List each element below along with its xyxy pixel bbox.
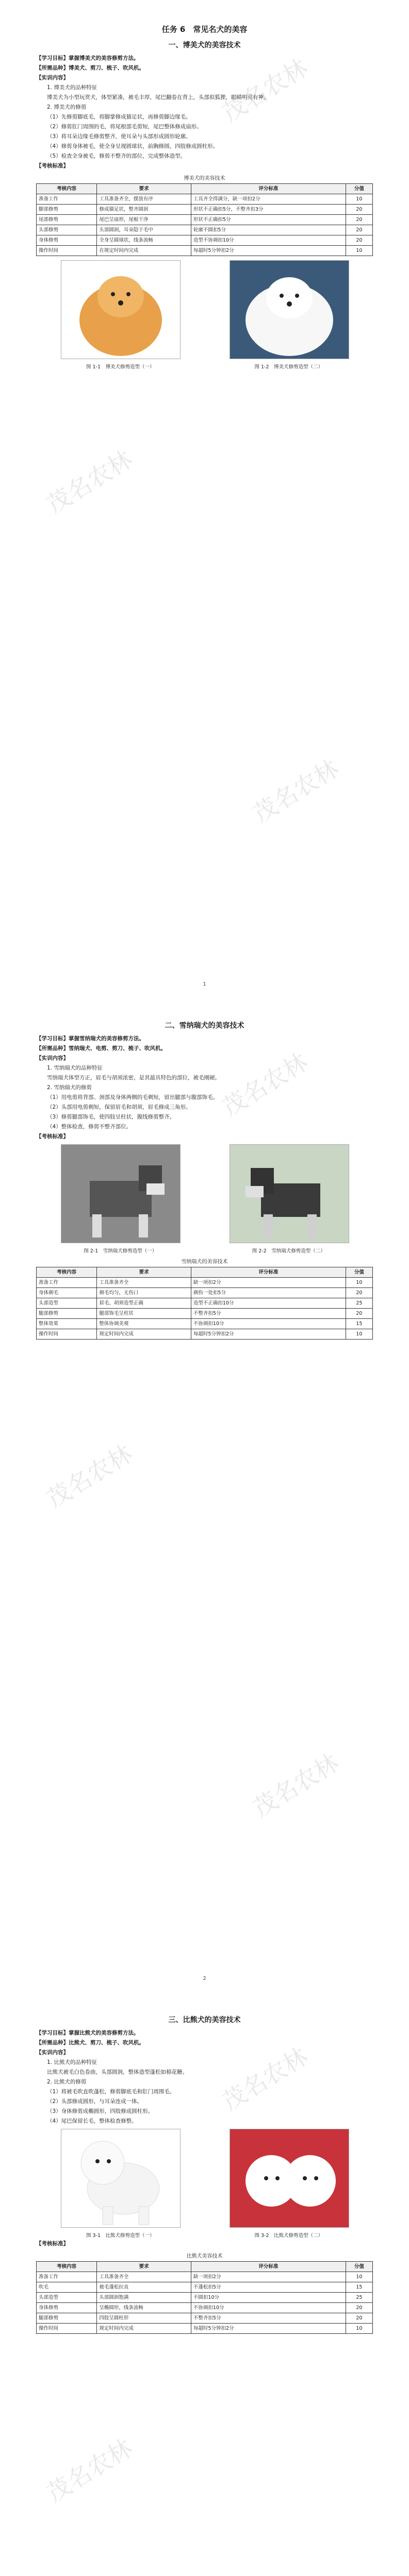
text-line: 2. 比熊犬的修剪 bbox=[47, 2079, 87, 2085]
text-line: 【实训内容】 bbox=[36, 2049, 69, 2056]
watermark: 茂名农林 bbox=[217, 1047, 313, 1122]
text-line: 1. 雪纳瑞犬的品种特征 bbox=[47, 1065, 103, 1071]
table-caption: 雪纳瑞犬的美容技术 bbox=[181, 1259, 228, 1265]
text-line: 【实训内容】 bbox=[36, 1055, 69, 1061]
text-line: 1. 博美犬的品种特征 bbox=[47, 84, 97, 91]
table-cell: 轮廓不圆扣5分 bbox=[191, 225, 346, 235]
table-row bbox=[37, 2282, 373, 2293]
table-cell: 四肢呈圆柱形 bbox=[97, 2313, 191, 2324]
page-number: 1 bbox=[203, 981, 206, 987]
text-line: （2）头部用电剪剃短，保留眉毛和胡须，眉毛修成三角形。 bbox=[47, 1104, 191, 1110]
table-row bbox=[37, 1278, 373, 1288]
table-cell: 不圆扣10分 bbox=[191, 2293, 346, 2303]
table-cell: 20 bbox=[346, 215, 372, 225]
text-line: 【学习目标】掌握博美犬的美容修剪方法。 bbox=[36, 55, 139, 61]
figure-caption: 图 3-1 比熊犬修剪造型（一） bbox=[86, 2233, 155, 2239]
table-cell: 造型不协调扣10分 bbox=[191, 235, 346, 246]
table-cell: 20 bbox=[346, 205, 372, 215]
table-cell: 头部圆润饱满 bbox=[97, 2293, 191, 2303]
table-cell: 20 bbox=[346, 225, 372, 235]
text-line: （3）修剪腿部饰毛，使四肢呈柱状，腹线修剪整齐。 bbox=[47, 1114, 175, 1120]
table-cell: 修成猫足状，整齐圆润 bbox=[97, 205, 191, 215]
table-cell: 脚部修剪 bbox=[37, 205, 97, 215]
table-cell: 不整齐扣5分 bbox=[191, 1309, 346, 1319]
table-row bbox=[37, 1309, 373, 1319]
text-line: （3）将耳朵边缘毛修剪整齐，使耳朵与头部形成圆形轮廓。 bbox=[47, 133, 191, 140]
table-cell: 工具准备齐全，摆放有序 bbox=[97, 194, 191, 205]
table-row bbox=[37, 2313, 373, 2324]
table-cell: 20 bbox=[346, 2303, 372, 2313]
watermark: 茂名农林 bbox=[248, 754, 343, 828]
watermark: 茂名农林 bbox=[42, 2433, 137, 2508]
assessment-table bbox=[36, 1267, 373, 1340]
table-row bbox=[37, 2303, 373, 2313]
watermark: 茂名农林 bbox=[42, 1439, 137, 1514]
figure-caption: 图 1-2 博美犬修剪造型（二） bbox=[254, 364, 323, 370]
section-title: 三、比熊犬的美容技术 bbox=[168, 2016, 241, 2024]
table-cell: 缺一项扣2分 bbox=[191, 2272, 346, 2282]
table-row bbox=[37, 225, 373, 235]
figure-caption: 图 2-2 雪纳瑞犬修剪造型（二） bbox=[252, 1248, 325, 1254]
table-row bbox=[37, 1329, 373, 1340]
dog-photo bbox=[61, 260, 181, 359]
table-cell: 操作时间 bbox=[37, 246, 97, 256]
table-cell: 15 bbox=[346, 1319, 372, 1329]
table-caption: 博美犬的美容技术 bbox=[184, 176, 225, 181]
figure-caption: 图 1-1 博美犬修剪造型（一） bbox=[86, 364, 155, 370]
table-cell: 25 bbox=[346, 1298, 372, 1309]
text-line: （1）将被毛吹直吹蓬松，修剪脚底毛和肛门周围毛。 bbox=[47, 2089, 175, 2095]
text-line: 博美犬为小型玩赏犬，体型紧凑，被毛丰厚，尾巴翻卷在背上，头部似狐狸，眼睛明亮有神。 bbox=[47, 94, 269, 100]
table-header: 要求 bbox=[97, 2262, 191, 2272]
page-2 bbox=[0, 994, 409, 1989]
table-header: 分值 bbox=[346, 2262, 372, 2272]
table-cell: 每超时5分钟扣2分 bbox=[191, 1329, 346, 1340]
table-cell: 身体剃毛 bbox=[37, 1288, 97, 1298]
figure bbox=[61, 2129, 179, 2239]
table-header: 考核内容 bbox=[37, 184, 97, 194]
text-line: 【考核标准】 bbox=[36, 1133, 69, 1140]
text-line: 【考核标准】 bbox=[36, 2241, 69, 2247]
table-cell: 10 bbox=[346, 194, 372, 205]
table-cell: 工具准备齐全 bbox=[97, 2272, 191, 2282]
table-cell: 形状不正确扣5分，不整齐扣3分 bbox=[191, 205, 346, 215]
table-header: 分值 bbox=[346, 184, 372, 194]
table-row bbox=[37, 2324, 373, 2334]
watermark: 茂名农林 bbox=[42, 445, 137, 519]
table-row bbox=[37, 1298, 373, 1309]
text-line: 【考核标准】 bbox=[36, 163, 69, 169]
table-cell: 剃毛均匀，无伤口 bbox=[97, 1288, 191, 1298]
text-line: 【学习目标】掌握比熊犬的美容修剪方法。 bbox=[36, 2030, 139, 2036]
table-row bbox=[37, 2293, 373, 2303]
table-cell: 形状不正确扣5分 bbox=[191, 215, 346, 225]
table-header: 要求 bbox=[97, 1267, 191, 1278]
table-cell: 头部修剪 bbox=[37, 225, 97, 235]
table-cell: 被毛蓬松拉直 bbox=[97, 2282, 191, 2293]
section-title: 二、雪纳瑞犬的美容技术 bbox=[165, 1022, 244, 1030]
section-title: 一、博美犬的美容技术 bbox=[168, 41, 241, 49]
table-row bbox=[37, 1288, 373, 1298]
table-row bbox=[37, 246, 373, 256]
table-cell: 头部造型 bbox=[37, 2293, 97, 2303]
table-cell: 不蓬松扣5分 bbox=[191, 2282, 346, 2293]
table-cell: 整体协调美观 bbox=[97, 1319, 191, 1329]
text-line: 【所需品种】比熊犬、剪刀、梳子、吹风机。 bbox=[36, 2040, 144, 2046]
page-3 bbox=[0, 1989, 409, 2576]
table-cell: 工具齐全得满分，缺一项扣2分 bbox=[191, 194, 346, 205]
text-line: （1）先修剪脚底毛，将脚掌修成猫足状，再修剪脚边缘毛。 bbox=[47, 114, 191, 120]
table-cell: 规定时间内完成 bbox=[97, 2324, 191, 2334]
dog-photo bbox=[230, 1144, 349, 1243]
table-caption: 比熊犬美容技术 bbox=[186, 2253, 223, 2259]
table-cell: 10 bbox=[346, 2272, 372, 2282]
text-line: （1）用电剪将背部、颈部及身体两侧的毛剃短，留出腿部与腹部饰毛。 bbox=[47, 1094, 219, 1100]
dog-photo bbox=[61, 1144, 181, 1243]
figure-caption: 图 2-1 雪纳瑞犬修剪造型（一） bbox=[84, 1248, 157, 1254]
table-cell: 尾部修剪 bbox=[37, 215, 97, 225]
table-cell: 腿部修剪 bbox=[37, 2313, 97, 2324]
table-row bbox=[37, 235, 373, 246]
text-line: 雪纳瑞犬体型方正，眉毛与胡须浓密，是其最具特色的部位，被毛刚硬。 bbox=[47, 1075, 220, 1081]
table-cell: 整体效果 bbox=[37, 1319, 97, 1329]
table-cell: 缺一项扣2分 bbox=[191, 1278, 346, 1288]
text-line: （4）整体检查，修剪不整齐部位。 bbox=[47, 1124, 132, 1130]
table-cell: 20 bbox=[346, 1288, 372, 1298]
watermark: 茂名农林 bbox=[248, 1748, 343, 1823]
dog-photo bbox=[61, 2129, 181, 2228]
table-cell: 全身呈圆球状，线条流畅 bbox=[97, 235, 191, 246]
watermark: 茂名农林 bbox=[217, 2042, 313, 2116]
text-line: （3）身体修剪成椭圆形，四肢修成圆柱形。 bbox=[47, 2108, 154, 2114]
text-line: （5）检查全身被毛，修剪不整齐的部位，完成整体造型。 bbox=[47, 153, 186, 159]
table-cell: 准备工作 bbox=[37, 1278, 97, 1288]
chapter-title: 任务 6 常见名犬的美容 bbox=[161, 25, 248, 34]
text-line: 2. 雪纳瑞犬的修剪 bbox=[47, 1084, 92, 1091]
table-header: 分值 bbox=[346, 1267, 372, 1278]
table-cell: 身体修剪 bbox=[37, 2303, 97, 2313]
table-cell: 10 bbox=[346, 1329, 372, 1340]
assessment-table bbox=[36, 183, 373, 256]
table-cell: 腿部饰毛呈柱状 bbox=[97, 1309, 191, 1319]
table-header: 要求 bbox=[97, 184, 191, 194]
table-header: 评分标准 bbox=[191, 184, 346, 194]
text-line: （2）头部修成圆形，与耳朵连成一体。 bbox=[47, 2098, 143, 2105]
table-cell: 规定时间内完成 bbox=[97, 1329, 191, 1340]
table-cell: 眉毛、胡须造型正确 bbox=[97, 1298, 191, 1309]
table-cell: 造型不正确扣10分 bbox=[191, 1298, 346, 1309]
text-line: （2）修剪肛门周围的毛，将尾根部毛剪短，尾巴整体修成扇形。 bbox=[47, 124, 202, 130]
table-cell: 不整齐扣5分 bbox=[191, 2313, 346, 2324]
table-row bbox=[37, 215, 373, 225]
table-cell: 身体修剪 bbox=[37, 235, 97, 246]
table-cell: 10 bbox=[346, 2324, 372, 2334]
page-1 bbox=[0, 0, 409, 994]
table-cell: 尾巴呈扇形，尾根干净 bbox=[97, 215, 191, 225]
text-line: 【学习目标】掌握雪纳瑞犬的美容修剪方法。 bbox=[36, 1036, 144, 1042]
table-cell: 剃伤一处扣5分 bbox=[191, 1288, 346, 1298]
table-cell: 20 bbox=[346, 235, 372, 246]
assessment-table bbox=[36, 2261, 373, 2334]
dog-photo bbox=[230, 2129, 349, 2228]
table-cell: 呈椭圆形，线条流畅 bbox=[97, 2303, 191, 2313]
text-line: 【所需品种】博美犬、剪刀、梳子、吹风机。 bbox=[36, 65, 144, 71]
table-header: 评分标准 bbox=[191, 1267, 346, 1278]
text-line: 1. 比熊犬的品种特征 bbox=[47, 2059, 97, 2065]
page-number: 2 bbox=[203, 1976, 206, 1981]
figure bbox=[230, 260, 348, 370]
table-cell: 20 bbox=[346, 2313, 372, 2324]
table-cell: 在规定时间内完成 bbox=[97, 246, 191, 256]
table-cell: 操作时间 bbox=[37, 2324, 97, 2334]
figure-caption: 图 3-2 比熊犬修剪造型（二） bbox=[254, 2233, 323, 2239]
table-header: 评分标准 bbox=[191, 2262, 346, 2272]
text-line: 【所需品种】雪纳瑞犬、电剪、剪刀、梳子、吹风机。 bbox=[36, 1045, 166, 1052]
table-cell: 腿部修剪 bbox=[37, 1309, 97, 1319]
text-line: 【实训内容】 bbox=[36, 75, 69, 81]
table-cell: 每超时5分钟扣2分 bbox=[191, 246, 346, 256]
table-cell: 10 bbox=[346, 246, 372, 256]
text-line: 比熊犬被毛白色卷曲，头部圆润，整体造型蓬松如棉花糖。 bbox=[47, 2069, 188, 2075]
table-cell: 25 bbox=[346, 2293, 372, 2303]
table-header: 考核内容 bbox=[37, 1267, 97, 1278]
table-cell: 每超时5分钟扣2分 bbox=[191, 2324, 346, 2334]
table-cell: 工具准备齐全 bbox=[97, 1278, 191, 1288]
table-cell: 不协调扣10分 bbox=[191, 2303, 346, 2313]
watermark: 茂名农林 bbox=[217, 53, 313, 128]
text-line: 2. 博美犬的修剪 bbox=[47, 104, 87, 110]
table-row bbox=[37, 1319, 373, 1329]
table-cell: 准备工作 bbox=[37, 2272, 97, 2282]
table-cell: 不协调扣10分 bbox=[191, 1319, 346, 1329]
table-cell: 吹毛 bbox=[37, 2282, 97, 2293]
text-line: （4）修剪身体被毛，使全身呈现圆球状，前胸修圆，四肢修成圆柱形。 bbox=[47, 143, 219, 149]
table-cell: 头部圆润，耳朵隐于毛中 bbox=[97, 225, 191, 235]
text-line: （4）尾巴保留长毛，整体检查修整。 bbox=[47, 2118, 137, 2124]
table-row bbox=[37, 205, 373, 215]
table-cell: 10 bbox=[346, 1278, 372, 1288]
table-cell: 准备工作 bbox=[37, 194, 97, 205]
table-row bbox=[37, 2272, 373, 2282]
table-cell: 20 bbox=[346, 1309, 372, 1319]
table-header: 考核内容 bbox=[37, 2262, 97, 2272]
table-cell: 头部造型 bbox=[37, 1298, 97, 1309]
figure bbox=[61, 260, 179, 370]
table-cell: 操作时间 bbox=[37, 1329, 97, 1340]
figure bbox=[61, 1144, 179, 1254]
figure bbox=[230, 2129, 348, 2239]
table-row bbox=[37, 194, 373, 205]
figure bbox=[230, 1144, 348, 1254]
dog-photo bbox=[230, 260, 349, 359]
table-cell: 15 bbox=[346, 2282, 372, 2293]
